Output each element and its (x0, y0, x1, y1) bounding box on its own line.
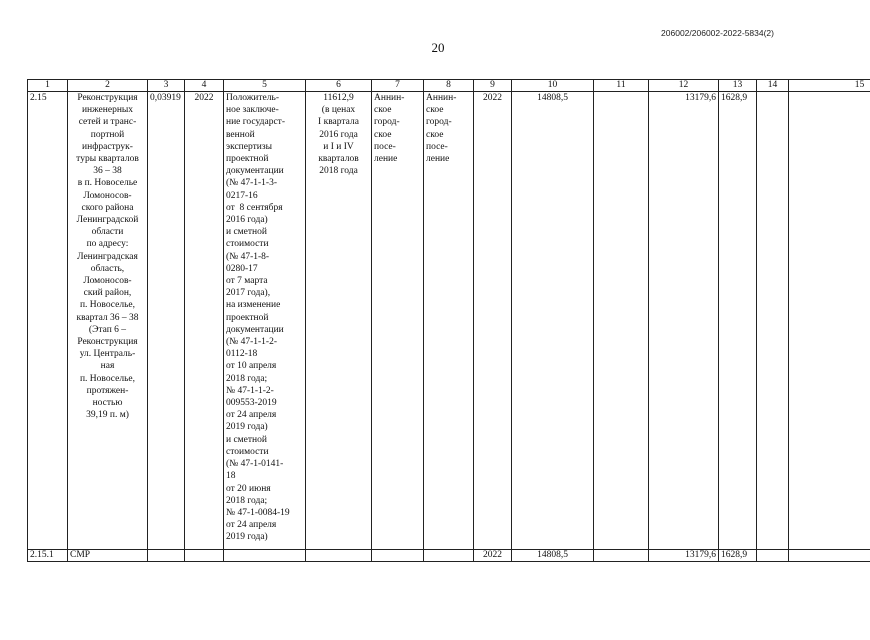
col-num-8: 8 (424, 80, 474, 92)
capacity (148, 550, 185, 562)
col-num-6: 6 (306, 80, 372, 92)
col-num-4: 4 (185, 80, 224, 92)
customer: Аннин- ское город- ское посе- ление (372, 92, 424, 550)
notes (789, 92, 870, 550)
local-budget: 1628,9 (719, 550, 757, 562)
col-num-14: 14 (757, 80, 789, 92)
year: 2022 (474, 550, 512, 562)
object-name: СМР (68, 550, 148, 562)
col-num-3: 3 (148, 80, 185, 92)
regional-budget: 13179,6 (649, 92, 719, 550)
table-row (28, 550, 870, 562)
completion-year (185, 550, 224, 562)
expertise-conclusion: Положитель- ное заключе- ние государст- венной экспертизы проектной документации (№ 47-1-1-3- 0217-16 от 8 сентября 2016 года) и сметной стоимости (№ 47-1-8- 0280-17 от 7 марта 2017 года), на изменение проектной документации (№ 47-1-1-2- 0112-18 от 10 апреля 2018 года; № 47-1-1-2- 009553-2019 от 24 апреля 2019 года) и сметной стоимости (№ 47-1-0141- 18 от 20 июня 2018 года; № 47-1-0084-19 от 24 апреля 2019 года) (224, 92, 306, 550)
row-number: 2.15.1 (28, 550, 68, 562)
customer (372, 550, 424, 562)
recipient: Аннин- ское город- ское посе- ление (424, 92, 474, 550)
col-num-15: 15 (789, 80, 870, 92)
document-id: 206002/206002-2022-5834(2) (661, 28, 774, 38)
row-number: 2.15 (28, 92, 68, 550)
col-num-10: 10 (512, 80, 594, 92)
col-num-12: 12 (649, 80, 719, 92)
estimated-cost: 11612,9 (в ценах I квартала 2016 года и I и IV кварталов 2018 года (306, 92, 372, 550)
col-num-1: 1 (28, 80, 68, 92)
other-sources (757, 550, 789, 562)
col-num-5: 5 (224, 80, 306, 92)
col-num-7: 7 (372, 80, 424, 92)
object-name: Реконструкция инженерных сетей и транс- портной инфраструк- туры кварталов 36 – 38 в п. Новоселье Ломоносов- ского района Ленинградской области по адресу: Ленинградская область, Ломоносов- ский район, п. Новоселье, квартал 36 – 38 (Этап 6 – Реконструкция ул. Централь- ная п. Новоселье, протяжен- ностью 39,19 п. м) (68, 92, 148, 550)
notes (789, 550, 870, 562)
year: 2022 (474, 92, 512, 550)
investment-table (27, 79, 870, 562)
table-row (28, 92, 870, 550)
column-number-row (28, 80, 870, 92)
regional-budget: 13179,6 (649, 550, 719, 562)
federal-budget (594, 550, 649, 562)
federal-budget (594, 92, 649, 550)
col-num-9: 9 (474, 80, 512, 92)
capacity: 0,03919 (148, 92, 185, 550)
total-amount: 14808,5 (512, 92, 594, 550)
estimated-cost (306, 550, 372, 562)
col-num-2: 2 (68, 80, 148, 92)
page-number: 20 (431, 40, 445, 55)
completion-year: 2022 (185, 92, 224, 550)
other-sources (757, 92, 789, 550)
recipient (424, 550, 474, 562)
total-amount: 14808,5 (512, 550, 594, 562)
local-budget: 1628,9 (719, 92, 757, 550)
col-num-11: 11 (594, 80, 649, 92)
expertise-conclusion (224, 550, 306, 562)
col-num-13: 13 (719, 80, 757, 92)
